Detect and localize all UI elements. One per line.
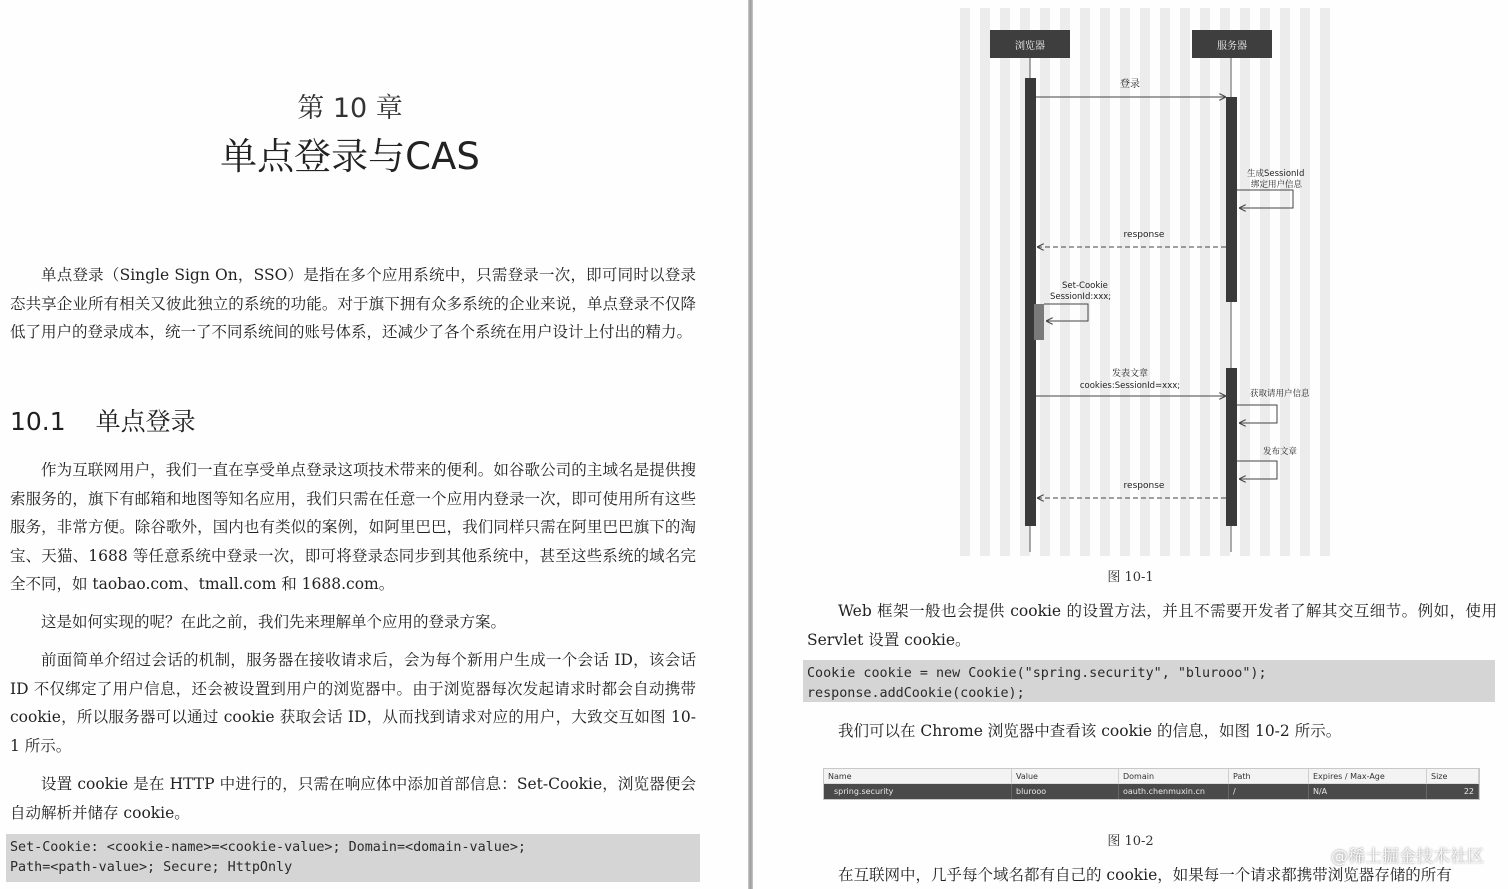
paragraph-2: 这是如何实现的呢？在此之前，我们先来理解单个应用的登录方案。 — [41, 613, 507, 631]
header-path: Path — [1229, 769, 1309, 783]
watermark: @稀土掘金技术社区 — [1331, 847, 1484, 867]
server-activation-2 — [1226, 368, 1237, 526]
note-set-cookie: Set-Cookie — [1062, 281, 1108, 291]
figure-10-1-caption: 图 10-1 — [1107, 570, 1154, 585]
right-page — [753, 0, 1508, 889]
section-heading — [10, 402, 196, 438]
chapter-number: 第 10 章 — [297, 93, 403, 124]
server-activation-1 — [1226, 97, 1237, 302]
browser-activation — [1025, 78, 1036, 526]
diagram-background — [960, 8, 1335, 556]
figure-10-2-caption: 图 10-2 — [1107, 834, 1154, 849]
paragraph-4: 设置 cookie 是在 HTTP 中进行的，只需在响应体中添加首部信息：Set-Cookie，浏览器便会自动解析并储存 cookie。 — [10, 775, 696, 822]
right-paragraph-1: Web 框架一般也会提供 cookie 的设置方法，并且不需要开发者了解其交互细节。例如，使用 Servlet 设置 cookie。 — [807, 602, 1497, 649]
note-generate-session: 生成SessionId — [1247, 169, 1305, 179]
servlet-cookie-code-block: Cookie cookie = new Cookie("spring.security", "blurooo"); response.addCookie(cookie); — [803, 660, 1495, 702]
msg-post-cookie-label: cookies:SessionId=xxx; — [1079, 381, 1181, 391]
cell-domain: oauth.chenmuxin.cn — [1119, 784, 1229, 799]
cell-size-value: 22 — [1463, 787, 1474, 796]
cookie-table-header — [824, 769, 1479, 784]
right-paragraph-2: 我们可以在 Chrome 浏览器中查看该 cookie 的信息，如图 10-2 所示。 — [838, 722, 1342, 740]
header-name: Name — [824, 769, 1012, 783]
msg-post-label: 发表文章 — [1111, 369, 1149, 379]
server-actor-label: 服务器 — [1217, 41, 1247, 52]
header-size-label: Size — [1431, 771, 1448, 781]
cell-size — [1427, 784, 1479, 799]
cell-value: blurooo — [1012, 784, 1119, 799]
left-page — [0, 0, 748, 889]
note-publish: 发布文章 — [1263, 447, 1298, 457]
header-value: Value — [1012, 769, 1119, 783]
intro-paragraph: 单点登录（Single Sign On，SSO）是指在多个应用系统中，只需登录一次，即可同时以登录态共享企业所有相关又彼此独立的系统的功能。对于旗下拥有众多系统的企业来说，单点登录不仅降低了用户的登录成本，统一了不同系统间的账号体系，还减少了各个系统在用户设计上付出的精力。 — [10, 266, 696, 342]
note-session-id: SessionId:xxx; — [1050, 292, 1112, 302]
chapter-title: 单点登录与CAS — [220, 135, 480, 178]
set-cookie-code-block: Set-Cookie: <cookie-name>=<cookie-value>; Domain=<domain-value>; Path=<path-value>; Secure; HttpOnly — [6, 834, 700, 882]
paragraph-3: 前面简单介绍过会话的机制，服务器在接收请求后，会为每个新用户生成一个会话 ID，该会话 ID 不仅绑定了用户信息，还会被设置到用户的浏览器中。由于浏览器每次发起请求时都会自动携带 cookie，所以服务器可以通过 cookie 获取会话 ID，从而找到请求对应的用户，大致交互如图 10-1 所示。 — [10, 651, 696, 755]
sequence-diagram — [960, 8, 1335, 556]
table-row[interactable] — [824, 784, 1479, 799]
cell-path: / — [1229, 784, 1309, 799]
browser-sub-activation — [1034, 304, 1044, 340]
header-domain: Domain — [1119, 769, 1229, 783]
section-number: 10.1 — [10, 407, 66, 436]
header-expires: Expires / Max-Age — [1309, 769, 1427, 783]
section-title: 单点登录 — [95, 407, 196, 436]
paragraph-1: 作为互联网用户，我们一直在享受单点登录这项技术带来的便利。如谷歌公司的主域名是提供搜索服务的，旗下有邮箱和地图等知名应用，我们只需在任意一个应用内登录一次，即可使用所有这些服务，非常方便。除谷歌外，国内也有类似的案例，如阿里巴巴，我们同样只需在阿里巴巴旗下的淘宝、天猫、1688 等任意系统中登录一次，即可将登录态同步到其他系统中，甚至这些系统的域名完全不同，如 taobao.com、tmall.com 和 1688.com。 — [10, 461, 696, 594]
note-get-user: 获取请用户信息 — [1250, 389, 1310, 399]
msg-login-label: 登录 — [1120, 79, 1140, 90]
cell-expires: N/A — [1309, 784, 1427, 799]
cookie-table — [823, 768, 1480, 800]
note-bind-user: 绑定用户信息 — [1251, 180, 1303, 190]
cell-name: spring.security — [824, 784, 1012, 799]
right-paragraph-3: 在互联网中，几乎每个域名都有自己的 cookie，如果每一个请求都携带浏览器存储的所有 — [838, 866, 1452, 884]
browser-actor-label: 浏览器 — [1015, 41, 1045, 52]
header-size — [1427, 769, 1479, 783]
msg-response-2-label: response — [1123, 481, 1165, 491]
msg-response-1-label: response — [1123, 230, 1165, 240]
